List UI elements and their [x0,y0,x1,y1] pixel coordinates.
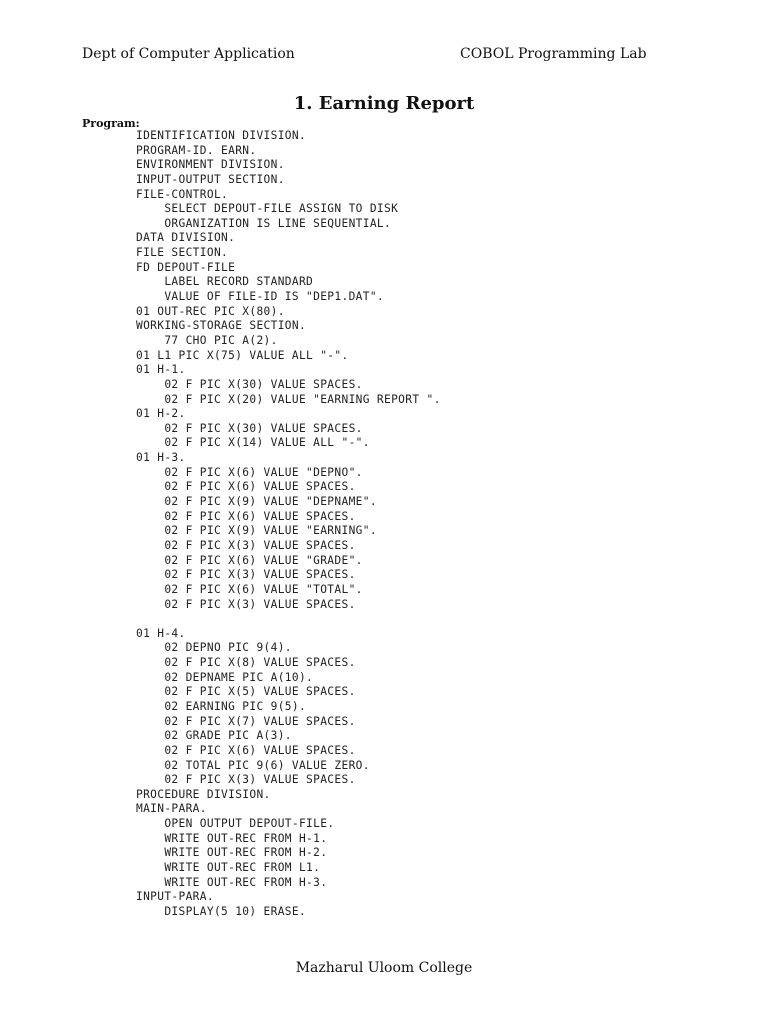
code-line: 02 F PIC X(6) VALUE SPACES. [136,509,356,523]
code-line [136,612,441,627]
code-line: 02 F PIC X(3) VALUE SPACES. [136,568,356,582]
code-line: DATA DIVISION. [136,231,236,245]
code-line: 02 TOTAL PIC 9(6) VALUE ZERO. [136,758,370,772]
code-listing [136,129,441,920]
code-line: 02 F PIC X(30) VALUE SPACES. [136,377,363,391]
code-line: 02 F PIC X(9) VALUE "EARNING". [136,524,377,538]
code-line: ORGANIZATION IS LINE SEQUENTIAL. [136,216,392,230]
code-line: 01 H-4. [136,626,186,640]
header-department: Dept of Computer Application [82,46,295,62]
code-line: 02 F PIC X(3) VALUE SPACES. [136,773,356,787]
footer-college: Mazharul Uloom College [295,960,473,976]
code-line: 02 F PIC X(30) VALUE SPACES. [136,421,363,435]
code-line: INPUT-PARA. [136,890,214,904]
code-line: PROGRAM-ID. EARN. [136,143,257,157]
code-line: 02 F PIC X(6) VALUE SPACES. [136,480,356,494]
code-line: 02 F PIC X(6) VALUE "DEPNO". [136,465,363,479]
code-line: FILE SECTION. [136,246,229,260]
code-line: 02 GRADE PIC A(3). [136,729,292,743]
code-line: 77 CHO PIC A(2). [136,333,278,347]
code-line: LABEL RECORD STANDARD [136,275,314,289]
code-line: 02 F PIC X(3) VALUE SPACES. [136,538,356,552]
code-line: 01 H-1. [136,363,186,377]
code-line: MAIN-PARA. [136,802,207,816]
code-line: IDENTIFICATION DIVISION. [136,129,307,142]
code-line: WRITE OUT-REC FROM L1. [136,861,321,875]
code-line: FILE-CONTROL. [136,187,229,201]
code-line: 02 F PIC X(20) VALUE "EARNING REPORT ". [136,392,441,406]
header-course: COBOL Programming Lab [460,46,647,62]
page-title: 1. Earning Report [293,93,475,114]
code-line: WRITE OUT-REC FROM H-1. [136,831,328,845]
code-line: DISPLAY(5 10) ERASE. [136,904,307,918]
code-line: WRITE OUT-REC FROM H-2. [136,846,328,860]
code-line: 02 F PIC X(14) VALUE ALL "-". [136,436,370,450]
code-line: 02 F PIC X(6) VALUE SPACES. [136,743,356,757]
code-line: 02 F PIC X(5) VALUE SPACES. [136,685,356,699]
code-line: INPUT-OUTPUT SECTION. [136,172,285,186]
code-line: WORKING-STORAGE SECTION. [136,319,307,333]
code-line: 01 H-2. [136,407,186,421]
code-line: 02 F PIC X(3) VALUE SPACES. [136,597,356,611]
code-line: 02 F PIC X(6) VALUE "TOTAL". [136,582,363,596]
code-line: OPEN OUTPUT DEPOUT-FILE. [136,817,335,831]
code-line: 02 DEPNAME PIC A(10). [136,670,314,684]
code-line: 02 EARNING PIC 9(5). [136,699,307,713]
code-line: 01 OUT-REC PIC X(80). [136,304,285,318]
code-line: 02 DEPNO PIC 9(4). [136,641,292,655]
code-line: 01 H-3. [136,451,186,465]
program-label: Program: [82,117,140,130]
code-line: WRITE OUT-REC FROM H-3. [136,875,328,889]
code-line: VALUE OF FILE-ID IS "DEP1.DAT". [136,290,384,304]
code-line: 02 F PIC X(7) VALUE SPACES. [136,714,356,728]
code-line: SELECT DEPOUT-FILE ASSIGN TO DISK [136,202,399,216]
code-line: FD DEPOUT-FILE [136,260,236,274]
code-line: 02 F PIC X(9) VALUE "DEPNAME". [136,495,377,509]
code-line: PROCEDURE DIVISION. [136,787,271,801]
code-line: 01 L1 PIC X(75) VALUE ALL "-". [136,348,349,362]
code-line: 02 F PIC X(6) VALUE "GRADE". [136,553,363,567]
code-line: 02 F PIC X(8) VALUE SPACES. [136,656,356,670]
code-line: ENVIRONMENT DIVISION. [136,158,285,172]
